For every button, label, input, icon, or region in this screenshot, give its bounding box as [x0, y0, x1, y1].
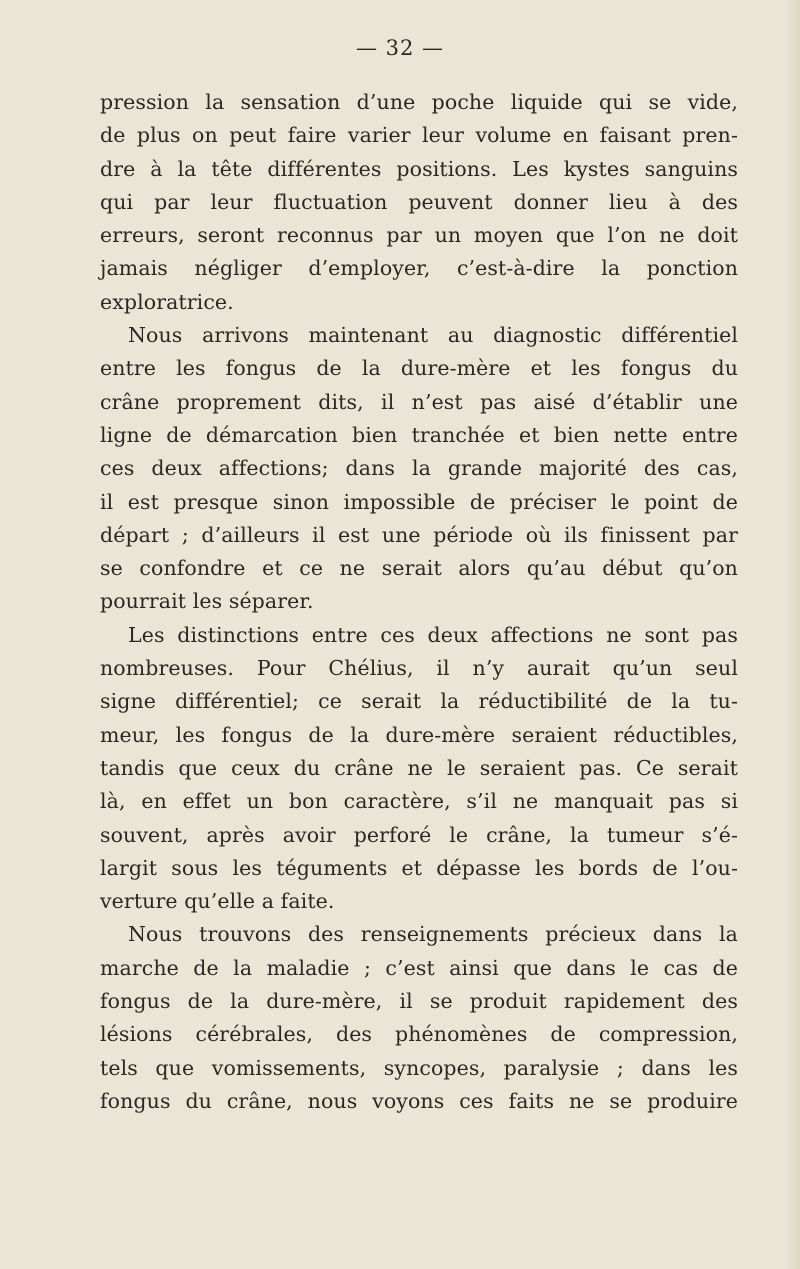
text-line: il est presque sinon impossible de préciser le point de: [100, 489, 738, 514]
text-line: ligne de démarcation bien tranchée et bien nette entre: [100, 422, 738, 447]
page-number: — 32 —: [355, 36, 445, 60]
text-line: là, en effet un bon caractère, s’il ne manquait pas si: [100, 789, 738, 814]
text-line: signe différentiel; ce serait la réductibilité de la tu-: [100, 689, 738, 714]
text-line: entre les fongus de la dure-mère et les fongus du: [100, 356, 738, 381]
text-line: lésions cérébrales, des phénomènes de compression,: [100, 1022, 738, 1047]
text-line: Nous trouvons des renseignements précieux dans la: [128, 922, 738, 947]
paragraph: [100, 86, 738, 319]
text-line: fongus du crâne, nous voyons ces faits ne se produire: [100, 1088, 738, 1113]
text-line: meur, les fongus de la dure-mère seraient réductibles,: [100, 722, 738, 747]
paragraph: [100, 918, 738, 1118]
paragraph: [100, 619, 738, 919]
text-line: erreurs, seront reconnus par un moyen que l’on ne doit: [100, 223, 738, 248]
text-line: pression la sensation d’une poche liquide qui se vide,: [100, 90, 738, 114]
text-line: départ ; d’ailleurs il est une période où ils finissent par: [100, 522, 738, 547]
text-line: tels que vomissements, syncopes, paralysie ; dans les: [100, 1055, 738, 1080]
text-line: marche de la maladie ; c’est ainsi que dans le cas de: [100, 955, 738, 980]
text-line: pourrait les séparer.: [100, 589, 314, 614]
text-line: nombreuses. Pour Chélius, il n’y aurait qu’un seul: [100, 656, 738, 681]
body-text: [100, 86, 738, 1118]
text-line: jamais négliger d’employer, c’est-à-dire la ponction: [100, 256, 738, 281]
paragraph: [100, 319, 738, 619]
text-line: fongus de la dure-mère, il se produit rapidement des: [100, 989, 738, 1014]
text-line: largit sous les téguments et dépasse les bords de l’ou-: [100, 855, 738, 880]
text-line: qui par leur fluctuation peuvent donner lieu à des: [100, 189, 738, 214]
text-line: dre à la tête différentes positions. Les kystes sanguins: [100, 156, 738, 181]
text-line: se confondre et ce ne serait alors qu’au début qu’on: [100, 556, 738, 581]
text-line: souvent, après avoir perforé le crâne, la tumeur s’é-: [100, 822, 738, 847]
text-line: ces deux affections; dans la grande majorité des cas,: [100, 456, 738, 481]
text-line: Nous arrivons maintenant au diagnostic différentiel: [128, 323, 738, 348]
text-line: verture qu’elle a faite.: [100, 889, 335, 914]
text-line: exploratrice.: [100, 289, 234, 314]
page-edge-shadow: [786, 0, 800, 1269]
text-line: tandis que ceux du crâne ne le seraient pas. Ce serait: [100, 755, 738, 780]
text-line: Les distinctions entre ces deux affections ne sont pas: [128, 622, 738, 647]
text-line: de plus on peut faire varier leur volume en faisant pren-: [100, 123, 738, 148]
text-line: crâne proprement dits, il n’est pas aisé d’établir une: [100, 389, 738, 414]
